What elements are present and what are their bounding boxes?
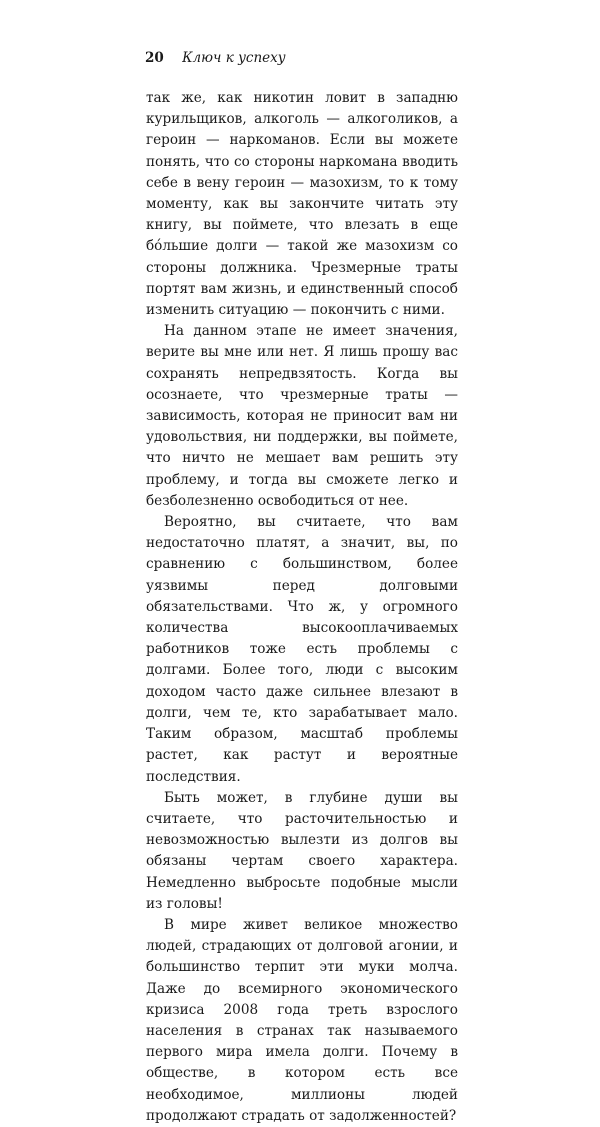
running-title: Ключ к успеху [182, 50, 286, 66]
page-body [146, 88, 458, 1127]
page-number: 20 [145, 50, 164, 66]
paragraph: В мире живет великое множество людей, страдающих от долговой агонии, и большинство терпит эти муки молча. Даже до всемирного экономического кризиса 2008 года треть взрослого населения в странах так называемого первого мира имела долги. Почему в обществе, в котором есть все необходимое, миллионы людей продолжают страдать от задолженностей? [146, 916, 458, 1124]
running-header [145, 49, 286, 67]
paragraph: так же, как никотин ловит в западню курильщиков, алкоголь — алкоголиков, а героин — наркоманов. Если вы можете понять, что со стороны наркомана вводить себе в вену героин — мазохизм, то к тому моменту, как вы закончите читать эту книгу, вы поймете, что влезать в еще бóльшие долги — такой же мазохизм со стороны должника. Чрезмерные траты портят вам жизнь, и единственный способ изменить ситуацию — покончить с ними. [146, 90, 458, 319]
paragraph: На данном этапе не имеет значения, верите вы мне или нет. Я лишь прошу вас сохранять непредвзятость. Когда вы осознаете, что чрезмерные траты — зависимость, которая не приносит вам ни удовольствия, ни поддержки, вы поймете, что ничто не мешает вам решить эту проблему, и тогда вы сможете легко и безболезненно освободиться от нее. [146, 323, 458, 509]
paragraph: Быть может, в глубине души вы считаете, что расточительностью и невозможностью вылезти из долгов вы обязаны чертам своего характера. Немедленно выбросьте подобные мысли из головы! [146, 789, 458, 912]
paragraph: Вероятно, вы считаете, что вам недостаточно платят, а значит, вы, по сравнению с большинством, более уязвимы перед долговыми обязательствами. Что ж, у огромного количества высокооплачиваемых работников тоже есть проблемы с долгами. Более того, люди с высоким доходом часто даже сильнее влезают в долги, чем те, кто зарабатывает мало. Таким образом, масштаб проблемы растет, как растут и вероятные последствия. [146, 514, 458, 785]
